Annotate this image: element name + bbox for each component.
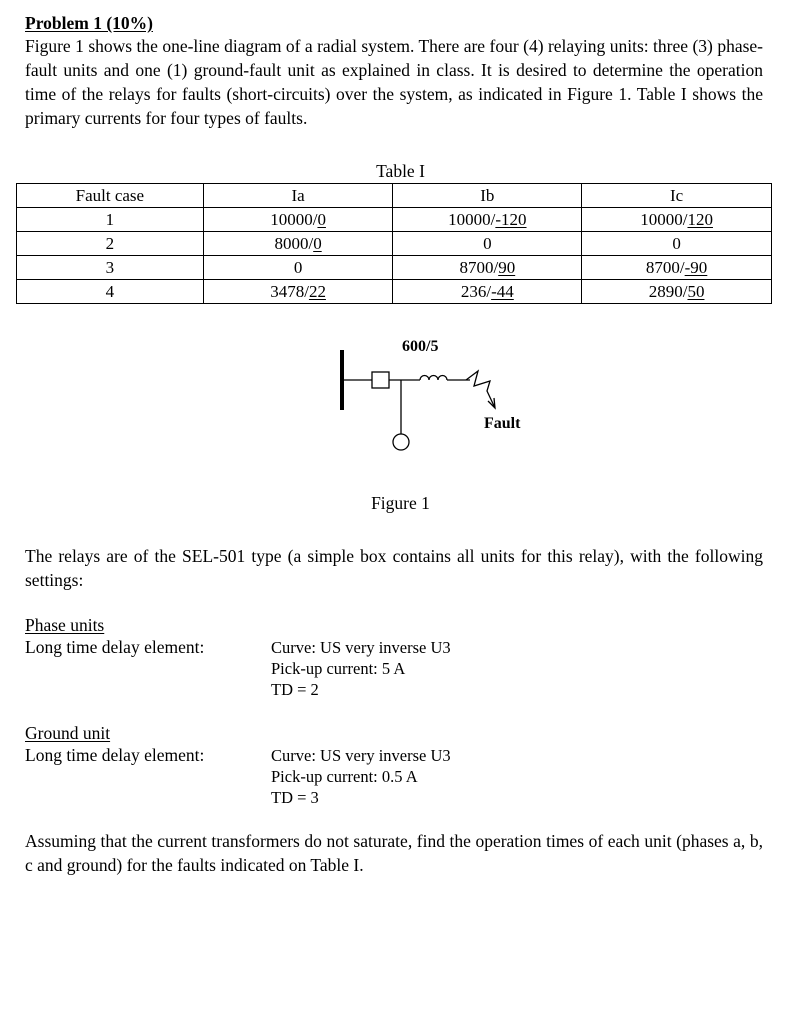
- cell-ib: 8700/90: [393, 256, 582, 280]
- ib-angle: 90: [498, 257, 516, 277]
- cell-ib: 0: [393, 232, 582, 256]
- ground-relay-icon: [393, 434, 409, 450]
- ic-magnitude: 10000: [640, 209, 683, 229]
- fault-label: Fault: [484, 415, 521, 432]
- ib-magnitude: 10000: [448, 209, 491, 229]
- ib-magnitude: 8700: [459, 257, 494, 277]
- ib-angle: -120: [495, 209, 527, 229]
- cell-case: 2: [17, 232, 204, 256]
- fault-lightning-icon: [466, 371, 495, 408]
- phase-units-heading: Phase units: [25, 615, 105, 635]
- figure-caption: Figure 1: [371, 493, 430, 513]
- table-caption: Table I: [376, 161, 425, 181]
- ic-angle: 120: [687, 209, 713, 229]
- cell-ic: 10000/120: [582, 208, 772, 232]
- phase-pickup: Pick-up current: 5 A: [271, 659, 406, 678]
- cell-case: 1: [17, 208, 204, 232]
- ia-magnitude: 3478: [270, 281, 305, 301]
- ic-angle: 50: [687, 281, 705, 301]
- header-ia: Ia: [203, 184, 393, 208]
- cell-ia: 0: [203, 256, 393, 280]
- header-ic: Ic: [582, 184, 772, 208]
- ia-angle: 0: [313, 233, 322, 253]
- closing-paragraph: Assuming that the current transformers do not saturate, find the operation times of each unit (phases a, b, c and ground) for the faults indicated on Table I.: [25, 831, 763, 875]
- header-fault-case: Fault case: [17, 184, 204, 208]
- header-ib: Ib: [393, 184, 582, 208]
- phase-curve: Curve: US very inverse U3: [271, 638, 451, 657]
- phase-td: TD = 2: [271, 680, 319, 699]
- ground-unit-heading: Ground unit: [25, 723, 111, 743]
- ib-magnitude: 236: [460, 281, 487, 301]
- ic-angle: -90: [684, 257, 708, 277]
- ct-ratio-label: 600/5: [402, 338, 439, 355]
- ground-pickup: Pick-up current: 0.5 A: [271, 767, 418, 786]
- ground-element-label: Long time delay element:: [25, 745, 205, 765]
- cell-ia: 8000/0: [203, 232, 393, 256]
- ia-angle: 0: [317, 209, 326, 229]
- cell-ic: 2890/50: [582, 280, 772, 304]
- cell-ia: 3478/22: [203, 280, 393, 304]
- cell-ic: 0: [582, 232, 772, 256]
- ic-magnitude: 2890: [648, 281, 683, 301]
- ic-magnitude: 8700: [645, 257, 680, 277]
- cell-ia: 10000/0: [203, 208, 393, 232]
- breaker-box: [372, 372, 389, 388]
- phase-settings: [271, 637, 451, 700]
- ground-settings: [271, 745, 451, 808]
- cell-ib: 236/-44: [393, 280, 582, 304]
- phase-element-label: Long time delay element:: [25, 637, 205, 657]
- intro-paragraph: Figure 1 shows the one-line diagram of a radial system. There are four (4) relaying units: three (3) phase-fault units and one (1) ground-fault unit as explained in class. It is desired to determine the operation time of the relays for faults (short-circuits) over the system, as indicated in Figure 1. Table I shows the primary currents for four types of faults.: [25, 36, 763, 128]
- ground-curve: Curve: US very inverse U3: [271, 746, 451, 765]
- cell-case: 4: [17, 280, 204, 304]
- relay-description: The relays are of the SEL-501 type (a simple box contains all units for this relay), with the following settings:: [25, 546, 763, 590]
- cell-case: 3: [17, 256, 204, 280]
- ground-td: TD = 3: [271, 788, 319, 807]
- ia-magnitude: 8000: [274, 233, 309, 253]
- ia-angle: 22: [308, 281, 326, 301]
- cell-ic: 8700/-90: [582, 256, 772, 280]
- ib-angle: -44: [491, 281, 514, 301]
- problem-title: Problem 1 (10%): [25, 13, 153, 33]
- cell-ib: 10000/-120: [393, 208, 582, 232]
- ia-magnitude: 10000: [270, 209, 313, 229]
- ct-coil-icon: [420, 376, 447, 381]
